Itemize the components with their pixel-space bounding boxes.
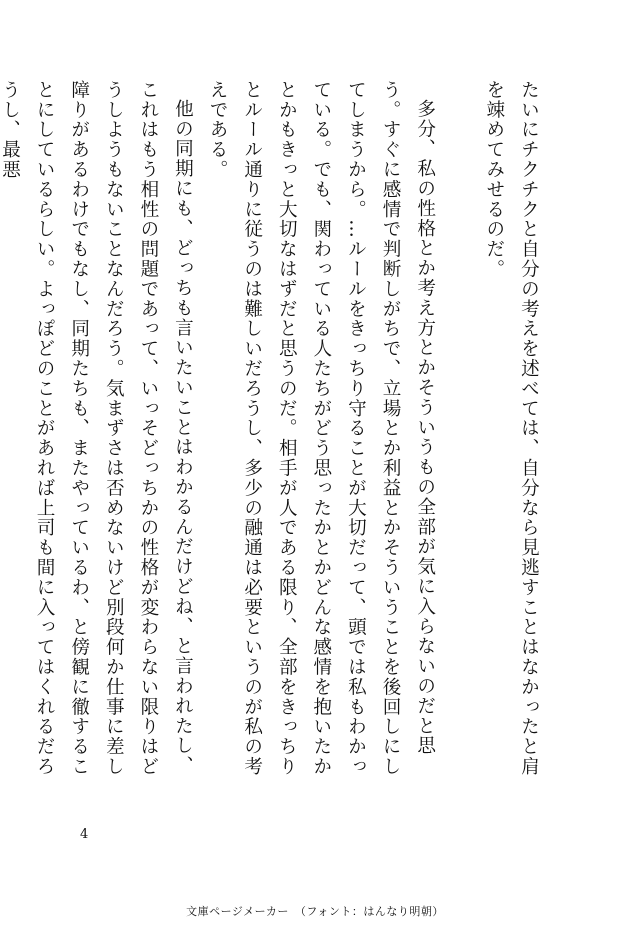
- vertical-text-body: [0, 80, 580, 780]
- footer-credit: 文庫ページメーカー （フォント：はんなり明朝）: [186, 905, 444, 918]
- page-number: 4: [80, 827, 89, 842]
- paragraph-personality: 多分、私の性格とか考え方とかそういうもの全部が気に入らないのだと思う。すぐに感情で判断しがちで、立場とか利益とかそういうことを後回しにしてしまうから。…ルールをきっちり守ることが大切だって、頭では私もわかっている。でも、関わっている人たちがどう思ったかとかどんな感情を抱いたかとかもきっと大切なはずだと思うのだ。相手が人である限り、全部をきっちりとルール通りに従うのは難しいだろうし、多少の融通は必要というのが私の考えである。: [207, 80, 436, 777]
- paragraph-continuation: たいにチクチクと自分の考えを述べては、自分なら見逃すことはなかったと肩を竦めてみせるのだ。: [483, 80, 540, 777]
- paragraph-colleagues: 他の同期にも、どっちも言いたいことはわかるんだけどね、と言われたし、これはもう相性の問題であって、いっそどっちかの性格が変わらない限りはどうしようもないことなんだろう。気まずさは否めないけど別段何か仕事に差し障りがあるわけでもなし、同期たちも、またやっているわ、と傍観に徹することにしているらしい。よっぽどのことがあれば上司も間に入ってはくれるだろうし、最悪: [0, 80, 194, 777]
